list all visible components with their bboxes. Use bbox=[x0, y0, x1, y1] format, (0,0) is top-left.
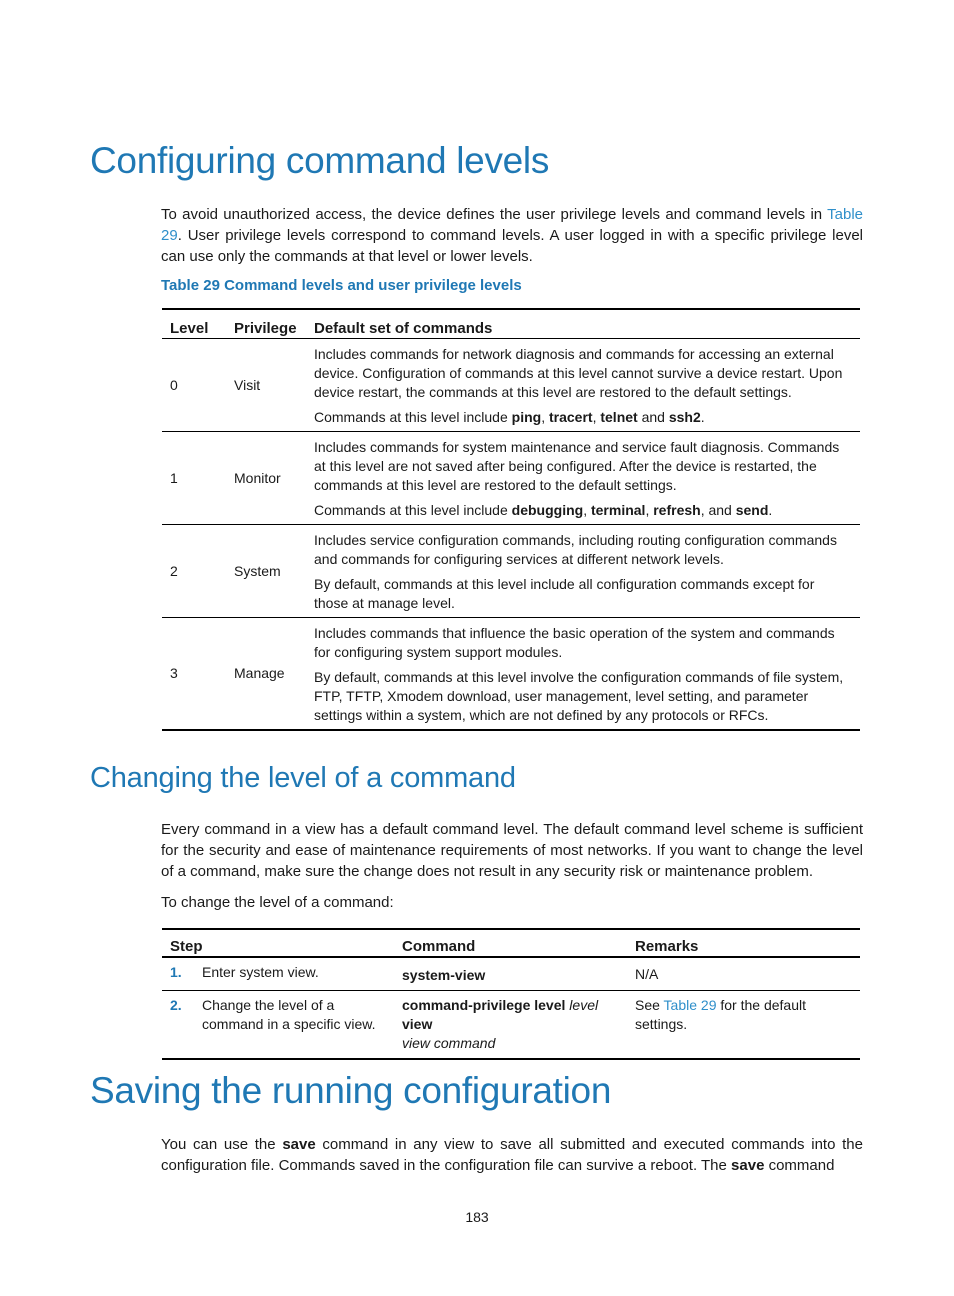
table-row bbox=[162, 991, 860, 1060]
commands-cell bbox=[306, 618, 860, 731]
level-description: Includes commands that influence the basic operation of the system and commands for configuring system support modules. bbox=[314, 625, 835, 660]
section-title-changing-level: Changing the level of a command bbox=[90, 762, 516, 794]
level-cell: 2 bbox=[162, 525, 226, 618]
table-row bbox=[162, 339, 860, 432]
level-commands: Commands at this level include ping, tracert, telnet and ssh2. bbox=[314, 409, 705, 425]
header-default-commands: Default set of commands bbox=[306, 309, 860, 339]
table-row bbox=[162, 957, 860, 991]
remarks-cell: N/A bbox=[627, 957, 860, 991]
command-text: system-view bbox=[402, 967, 486, 983]
level-cell: 3 bbox=[162, 618, 226, 731]
header-step: Step bbox=[162, 929, 394, 957]
step-number: 1. bbox=[170, 964, 182, 980]
intro-text-1: To avoid unauthorized access, the device defines the user privilege levels and command levels in bbox=[161, 206, 828, 223]
privilege-cell: Visit bbox=[226, 339, 306, 432]
header-level: Level bbox=[162, 309, 226, 339]
step-cell bbox=[162, 991, 394, 1060]
table-row bbox=[162, 432, 860, 525]
step-number: 2. bbox=[170, 997, 182, 1013]
page-number: 183 bbox=[465, 1209, 489, 1225]
table-header-row bbox=[162, 309, 860, 339]
intro-text-2: . User privilege levels correspond to command levels. A user logged in with a specific privilege level can use only the commands at that level or lower levels. bbox=[161, 227, 863, 265]
procedure-intro: To change the level of a command: bbox=[161, 894, 394, 911]
section-title-configuring-command-levels: Configuring command levels bbox=[90, 140, 550, 181]
commands-cell bbox=[306, 432, 860, 525]
level-cell: 0 bbox=[162, 339, 226, 432]
command-cell bbox=[394, 991, 627, 1060]
remarks-cell: See Table 29 for the default settings. bbox=[627, 991, 860, 1060]
level-description: Includes service configuration commands, including routing configuration commands and commands for configuring services at different network levels. bbox=[314, 532, 837, 567]
table-29-link[interactable]: Table 29 bbox=[161, 206, 863, 244]
level-description: Includes commands for system maintenance and service fault diagnosis. Commands at this level are not saved after being configured. After the device is restarted, the commands at this level are restored to the default settings. bbox=[314, 439, 840, 493]
level-description: Includes commands for network diagnosis and commands for accessing an external device. Configuration of commands at this level cannot survive a device restart. Upon device restart, the commands at this level are restored to the default settings. bbox=[314, 346, 843, 400]
command-text: command-privilege level level view view command bbox=[402, 997, 599, 1051]
steps-header-row bbox=[162, 929, 860, 957]
level-cell: 1 bbox=[162, 432, 226, 525]
step-text: Enter system view. bbox=[202, 964, 319, 980]
step-text: Change the level of a command in a specific view. bbox=[202, 997, 376, 1032]
commands-cell bbox=[306, 525, 860, 618]
level-default-note: By default, commands at this level include all configuration commands except for those at manage level. bbox=[314, 576, 815, 611]
privilege-cell: Monitor bbox=[226, 432, 306, 525]
command-cell bbox=[394, 957, 627, 991]
intro-paragraph bbox=[161, 204, 863, 267]
level-commands: Commands at this level include debugging, terminal, refresh, and send. bbox=[314, 502, 773, 518]
section-title-saving-configuration: Saving the running configuration bbox=[90, 1070, 612, 1111]
saving-paragraph: You can use the save command in any view to save all submitted and executed commands into the configuration file. Commands saved in the configuration file can survive a reboot. The save command bbox=[161, 1136, 863, 1174]
header-remarks: Remarks bbox=[627, 929, 860, 957]
header-command: Command bbox=[394, 929, 627, 957]
steps-table bbox=[162, 928, 860, 1060]
privilege-cell: Manage bbox=[226, 618, 306, 731]
level-default-note: By default, commands at this level involve the configuration commands of file system, FTP, TFTP, Xmodem download, user management, level setting, and parameter settings within a system, which are not defined by any protocols or RFCs. bbox=[314, 669, 844, 723]
table-row bbox=[162, 525, 860, 618]
header-privilege: Privilege bbox=[226, 309, 306, 339]
table-29-link[interactable]: Table 29 bbox=[663, 997, 717, 1013]
table-29-caption: Table 29 Command levels and user privilege levels bbox=[161, 277, 522, 294]
table-row bbox=[162, 618, 860, 731]
changing-level-paragraph: Every command in a view has a default command level. The default command level scheme is sufficient for the security and ease of maintenance requirements of most networks. If you want to change the level of a command, make sure the change does not result in any security risk or maintenance problem. bbox=[161, 821, 863, 880]
command-levels-table bbox=[162, 308, 860, 731]
step-cell bbox=[162, 957, 394, 991]
privilege-cell: System bbox=[226, 525, 306, 618]
commands-cell bbox=[306, 339, 860, 432]
